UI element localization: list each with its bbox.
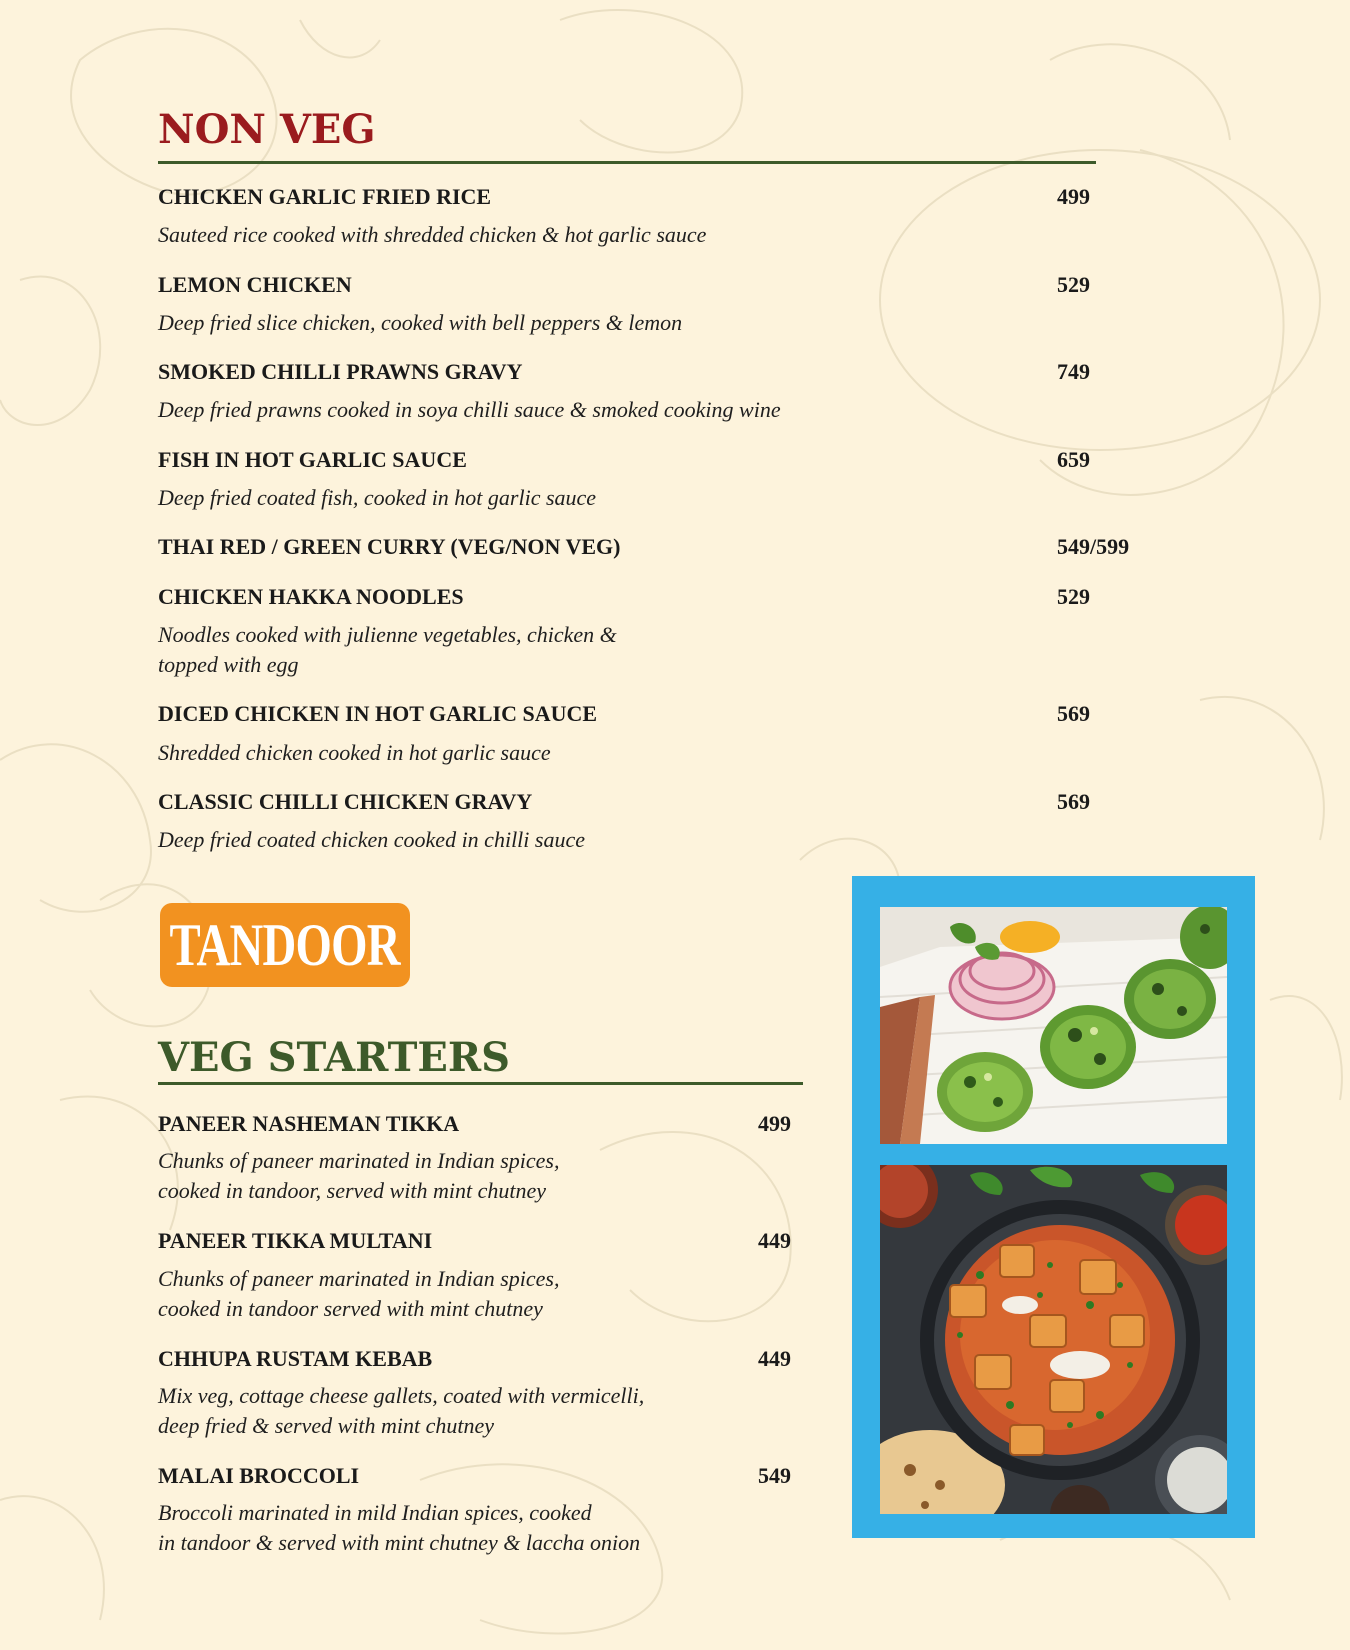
menu-item-name: CHHUPA RUSTAM KEBAB [158, 1346, 433, 1371]
menu-item-description: cooked in tandoor served with mint chutney [158, 1296, 543, 1321]
menu-item-description: cooked in tandoor, served with mint chutney [158, 1178, 546, 1203]
menu-item-name: THAI RED / GREEN CURRY (VEG/NON VEG) [158, 534, 621, 559]
menu-item-name: CHICKEN GARLIC FRIED RICE [158, 184, 492, 209]
menu-item-name: SMOKED CHILLI PRAWNS GRAVY [158, 359, 523, 384]
tandoor-badge-label: TANDOOR [169, 912, 401, 978]
non-veg-title: NON VEG [158, 106, 376, 153]
menu-item-price: 499 [1057, 184, 1090, 209]
menu-item-description: Sauteed rice cooked with shredded chicken & hot garlic sauce [158, 222, 707, 247]
menu-item-description: Noodles cooked with julienne vegetables, chicken & [158, 622, 617, 647]
menu-item-name: DICED CHICKEN IN HOT GARLIC SAUCE [158, 701, 598, 726]
tandoor-badge [160, 903, 410, 987]
menu-item-description: Chunks of paneer marinated in Indian spices, [158, 1266, 560, 1291]
malai-broccoli-photo [880, 907, 1227, 1144]
menu-item-name: PANEER NASHEMAN TIKKA [158, 1111, 460, 1136]
menu-item-name: LEMON CHICKEN [158, 272, 352, 297]
menu-item-name: CHICKEN HAKKA NOODLES [158, 584, 464, 609]
menu-item-description: Broccoli marinated in mild Indian spices, cooked [158, 1500, 592, 1525]
menu-item-description: Deep fried prawns cooked in soya chilli sauce & smoked cooking wine [158, 397, 781, 422]
menu-item-description: Shredded chicken cooked in hot garlic sauce [158, 740, 551, 765]
menu-item-price: 659 [1057, 447, 1090, 472]
photo-frame [852, 876, 1255, 1538]
menu-item-description: Chunks of paneer marinated in Indian spices, [158, 1148, 560, 1173]
veg-starters-title: VEG STARTERS [158, 1034, 511, 1081]
menu-item-price: 749 [1057, 359, 1090, 384]
menu-item-price: 499 [758, 1111, 791, 1136]
menu-item-price: 449 [758, 1346, 791, 1371]
menu-item-description: Deep fried coated chicken cooked in chilli sauce [158, 827, 585, 852]
menu-item-description: deep fried & served with mint chutney [158, 1413, 495, 1438]
menu-item-price: 549 [758, 1463, 791, 1488]
menu-item-price: 569 [1057, 789, 1090, 814]
menu-item-description: Deep fried coated fish, cooked in hot garlic sauce [158, 485, 597, 510]
menu-item-name: FISH IN HOT GARLIC SAUCE [158, 447, 467, 472]
menu-item-description: topped with egg [158, 652, 299, 677]
menu-item-price: 529 [1057, 272, 1090, 297]
menu-item-description: in tandoor & served with mint chutney & laccha onion [158, 1530, 641, 1555]
menu-item-name: CLASSIC CHILLI CHICKEN GRAVY [158, 789, 533, 814]
menu-item-price: 449 [758, 1228, 791, 1253]
menu-item-price: 549/599 [1057, 534, 1130, 559]
menu-item-price: 569 [1057, 701, 1090, 726]
menu-item-name: MALAI BROCCOLI [158, 1463, 360, 1488]
menu-item-name: PANEER TIKKA MULTANI [158, 1228, 433, 1253]
menu-item-description: Mix veg, cottage cheese gallets, coated with vermicelli, [158, 1383, 645, 1408]
non-veg-divider [158, 161, 1096, 164]
veg-starters-divider [158, 1082, 803, 1085]
paneer-curry-photo [880, 1165, 1227, 1514]
menu-item-price: 529 [1057, 584, 1090, 609]
menu-item-description: Deep fried slice chicken, cooked with bell peppers & lemon [158, 310, 683, 335]
